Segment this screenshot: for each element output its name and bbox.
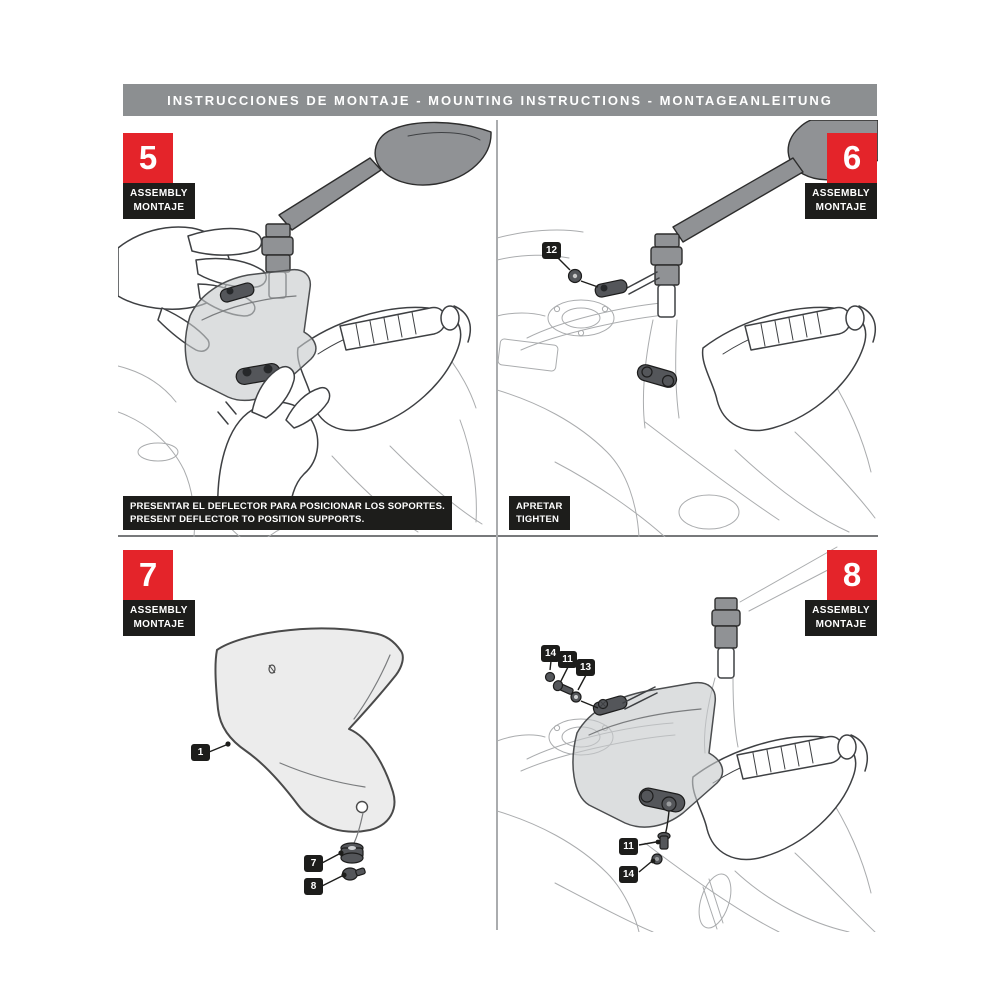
step-7-tag — [123, 600, 195, 636]
part-label-11-top: 11 — [559, 652, 576, 667]
handguard-and-grip — [298, 306, 471, 430]
part-label-12: 12 — [543, 243, 560, 258]
support-bracket — [557, 257, 659, 298]
step-6-caption — [509, 496, 570, 530]
tag-line-montaje: MONTAJE — [815, 619, 867, 630]
step-6-tag — [805, 183, 877, 219]
page-title: INSTRUCCIONES DE MONTAJE - MOUNTING INSTRUCTIONS - MONTAGEANLEITUNG — [123, 84, 877, 116]
deflector-part — [215, 628, 402, 843]
tag-line-montaje: MONTAJE — [815, 202, 867, 213]
tag-line-assembly: ASSEMBLY — [130, 188, 188, 199]
part-label-1: 1 — [192, 745, 209, 760]
grommet-part — [341, 843, 363, 863]
handguard-and-grip — [693, 735, 868, 859]
step-7-number: 7 — [123, 550, 173, 600]
step-8-tag — [805, 600, 877, 636]
caption-line-en: TIGHTEN — [516, 514, 560, 525]
handguard-and-grip — [636, 306, 876, 430]
step-5-caption — [123, 496, 452, 530]
step-6-number: 6 — [827, 133, 877, 183]
part-label-14-top: 14 — [542, 646, 559, 661]
tag-line-assembly: ASSEMBLY — [812, 605, 870, 616]
step-8-number: 8 — [827, 550, 877, 600]
step-5-number: 5 — [123, 133, 173, 183]
caption-line-es: APRETAR — [516, 501, 563, 512]
part-label-13: 13 — [577, 660, 594, 675]
step8-illustration — [497, 537, 878, 932]
step-5-tag — [123, 183, 195, 219]
tag-line-montaje: MONTAJE — [133, 619, 185, 630]
part-label-7: 7 — [305, 856, 322, 871]
caption-line-es: PRESENTAR EL DEFLECTOR PARA POSICIONAR LOS SOPORTES. — [130, 501, 445, 512]
caption-line-en: PRESENT DEFLECTOR TO POSITION SUPPORTS. — [130, 514, 365, 525]
step7-illustration — [118, 537, 497, 932]
part-label-11-bottom: 11 — [620, 839, 637, 854]
tag-line-assembly: ASSEMBLY — [812, 188, 870, 199]
tag-line-montaje: MONTAJE — [133, 202, 185, 213]
part-label-14-bottom: 14 — [620, 867, 637, 882]
tag-line-assembly: ASSEMBLY — [130, 605, 188, 616]
part-label-8: 8 — [305, 879, 322, 894]
